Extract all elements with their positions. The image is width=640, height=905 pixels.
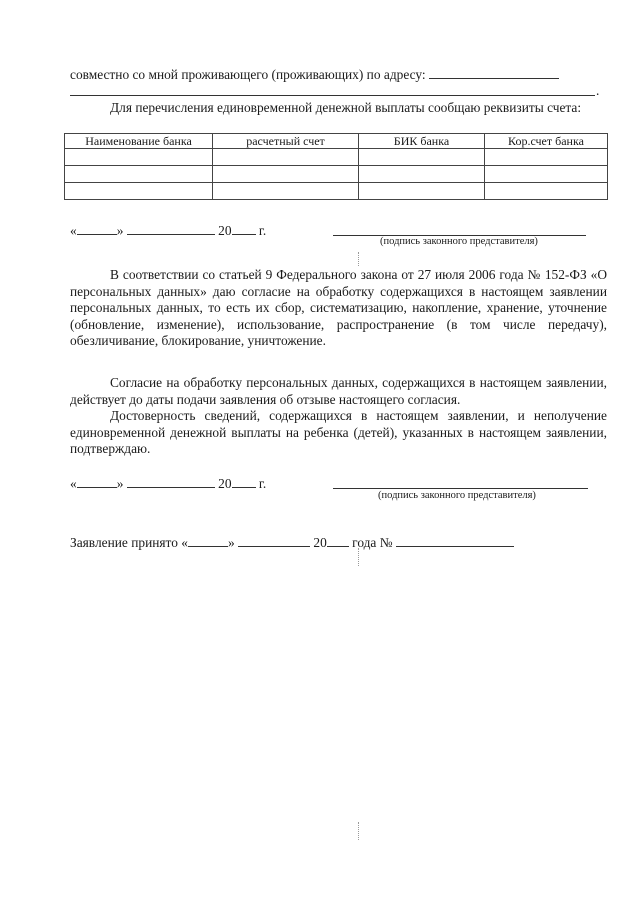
column-header-bank-name: Наименование банка bbox=[65, 134, 213, 149]
table-cell[interactable] bbox=[359, 166, 485, 183]
close-quote: » bbox=[116, 223, 124, 238]
table-row bbox=[65, 149, 608, 166]
open-quote: « bbox=[70, 476, 77, 491]
address-field-2[interactable] bbox=[70, 95, 595, 96]
year-field[interactable] bbox=[232, 475, 256, 488]
column-header-account: расчетный счет bbox=[213, 134, 359, 149]
address-end-mark: . bbox=[596, 83, 600, 98]
year-suffix: г. bbox=[258, 476, 267, 491]
year-prefix: 20 bbox=[313, 535, 327, 550]
consent-text-2: Согласие на обработку персональных данных, содержащихся в настоящем заявлении, действует до даты подачи заявления об отзыве настоящего согласия. bbox=[70, 375, 607, 407]
acceptance-line bbox=[70, 534, 514, 551]
consent-text-1: В соответствии со статьей 9 Федерального закона от 27 июля 2006 года № 152-ФЗ «О персональных данных» даю согласие на обработку содержащихся в настоящем заявлении персональных данных, то есть их сбор, систематизацию, накопление, хранение, уточнение (обновление, изменение), использование, распространение (в том числе передачу), обезличивание, блокирование, уничтожение. bbox=[70, 267, 607, 349]
month-field[interactable] bbox=[127, 222, 215, 235]
year-suffix: г. bbox=[258, 223, 267, 238]
consent-text-3: Достоверность сведений, содержащихся в настоящем заявлении, и неполучение единовременной денежной выплаты на ребенка (детей), указанных в настоящем заявлении, подтверждаю. bbox=[70, 408, 607, 457]
open-quote: « bbox=[70, 223, 77, 238]
acceptance-label: Заявление принято « bbox=[70, 535, 188, 550]
table-cell[interactable] bbox=[65, 166, 213, 183]
column-header-bik: БИК банка bbox=[359, 134, 485, 149]
consent-paragraph-3 bbox=[70, 408, 607, 458]
table-cell[interactable] bbox=[485, 183, 608, 200]
date-line-2 bbox=[70, 475, 266, 492]
acceptance-month-field[interactable] bbox=[238, 534, 310, 547]
year-word: года bbox=[352, 535, 377, 550]
bank-intro-text: Для перечисления единовременной денежной выплаты сообщаю реквизиты счета: bbox=[110, 100, 582, 115]
bank-intro bbox=[70, 100, 607, 116]
close-quote: » bbox=[116, 476, 124, 491]
day-field[interactable] bbox=[77, 222, 117, 235]
table-header-row bbox=[65, 134, 608, 149]
table-cell[interactable] bbox=[359, 183, 485, 200]
bank-details-table bbox=[64, 133, 608, 200]
month-field[interactable] bbox=[127, 475, 215, 488]
number-sign: № bbox=[379, 535, 393, 550]
table-row bbox=[65, 166, 608, 183]
year-prefix: 20 bbox=[218, 223, 232, 238]
table-cell[interactable] bbox=[485, 166, 608, 183]
table-cell[interactable] bbox=[485, 149, 608, 166]
table-cell[interactable] bbox=[65, 183, 213, 200]
address-line bbox=[70, 66, 559, 83]
scan-mark bbox=[358, 822, 359, 840]
table-cell[interactable] bbox=[213, 183, 359, 200]
signature-caption-1: (подпись законного представителя) bbox=[380, 236, 538, 247]
acceptance-day-field[interactable] bbox=[188, 534, 228, 547]
consent-paragraph-1 bbox=[70, 267, 607, 350]
signature-caption-2: (подпись законного представителя) bbox=[378, 490, 536, 501]
date-line-1 bbox=[70, 222, 266, 239]
scan-mark bbox=[358, 252, 359, 266]
day-field[interactable] bbox=[77, 475, 117, 488]
acceptance-year-field[interactable] bbox=[327, 534, 349, 547]
address-label: совместно со мной проживающего (проживающих) по адресу: bbox=[70, 67, 426, 82]
table-cell[interactable] bbox=[213, 166, 359, 183]
column-header-corr-account: Кор.счет банка bbox=[485, 134, 608, 149]
table-cell[interactable] bbox=[359, 149, 485, 166]
table-row bbox=[65, 183, 608, 200]
scan-mark bbox=[358, 548, 359, 566]
address-field-1[interactable] bbox=[429, 66, 559, 79]
table-cell[interactable] bbox=[213, 149, 359, 166]
consent-paragraph-2 bbox=[70, 375, 607, 408]
year-prefix: 20 bbox=[218, 476, 232, 491]
close-quote: » bbox=[227, 535, 235, 550]
signature-line-2[interactable] bbox=[333, 488, 588, 489]
year-field[interactable] bbox=[232, 222, 256, 235]
acceptance-number-field[interactable] bbox=[396, 534, 514, 547]
table-cell[interactable] bbox=[65, 149, 213, 166]
